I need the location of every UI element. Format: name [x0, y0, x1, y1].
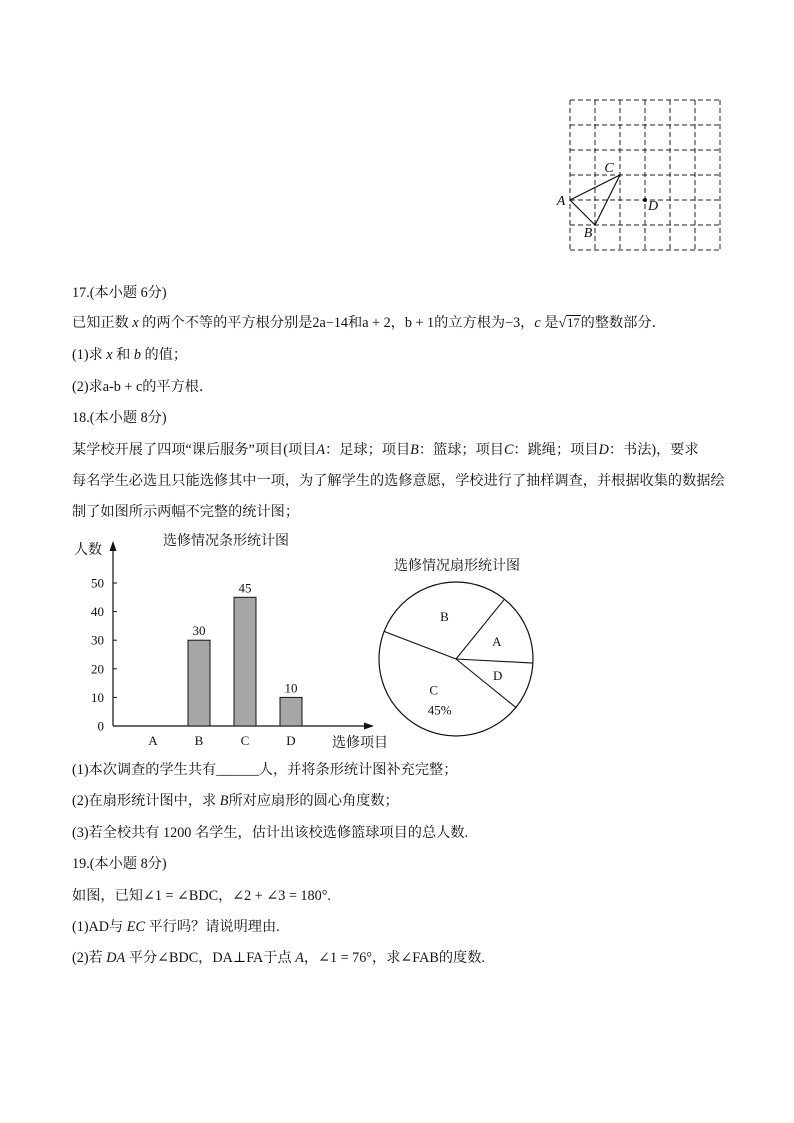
grid-figure [550, 95, 730, 255]
text-run: (1)本次调查的学生共有 [72, 762, 217, 778]
pie-chart [370, 550, 540, 742]
radical-sign: √ [558, 316, 567, 331]
text-run: 某学校开展了四项“课后服务”项目(项目 [72, 442, 317, 458]
pie-label-D: D [492, 668, 503, 684]
math-variable: DA [106, 950, 126, 966]
q17-part1 [72, 345, 187, 365]
math-variable: A [316, 442, 325, 458]
bar-B [188, 640, 210, 726]
text-run: 的值； [140, 347, 188, 363]
text-run: 已知正数 [72, 315, 133, 331]
label-b: B [583, 226, 593, 241]
category-label-B: B [194, 733, 204, 748]
text-run: 和 [112, 347, 134, 363]
y-tick-label: 20 [91, 661, 104, 677]
q18-part1 [72, 760, 457, 780]
q18-header: 18.(本小题 8分) [72, 410, 167, 426]
sqrt-expression [558, 315, 580, 331]
pie-label-B: B [440, 608, 449, 624]
q19-header: 19.(本小题 8分) [72, 856, 167, 872]
y-axis-arrow [110, 541, 117, 551]
pie-percent-C: 45% [427, 702, 452, 718]
text-run: 平分∠BDC，DA⊥FA于点 [125, 950, 296, 966]
math-variable: EC [126, 919, 145, 935]
text-run: (1)AD与 [72, 919, 127, 935]
text-run: ：足球；项目 [325, 442, 411, 458]
q17-header: 17.(本小题 6分) [72, 285, 167, 301]
text-run: (1)求 [72, 347, 107, 363]
text-run: 的两个不等的平方根分别是2a−14和a + 2，b + 1的立方根为−3， [138, 315, 535, 331]
text-run: ：书法)，要求 [608, 442, 699, 458]
bar-chart-title: 选修情况条形统计图 [163, 534, 289, 549]
q19-part1 [72, 917, 280, 937]
q18-part2 [72, 791, 399, 811]
point-d [643, 198, 647, 202]
q18-stem-line2: 每名学生必选且只能选修其中一项，为了解学生的选修意愿，学校进行了抽样调查，并根据收集的数据绘 [72, 473, 725, 489]
math-variable: c [534, 315, 541, 331]
bar-value-label-D: 10 [284, 680, 298, 696]
y-tick-label: 10 [91, 689, 104, 705]
bar-marks [91, 576, 302, 749]
y-tick-label: 30 [91, 632, 104, 648]
math-variable: B [219, 793, 229, 809]
answer-blank: ______ [216, 762, 259, 778]
q18-stem-line1 [72, 440, 699, 460]
q17-part2: (2)求a-b + c的平方根． [72, 379, 214, 395]
q18-stem-line3: 制了如图所示两幅不完整的统计图； [72, 504, 300, 520]
bar-value-label-C: 45 [238, 580, 252, 596]
text-run: 所对应扇形的圆心角度数； [228, 793, 399, 809]
q19-stem: 如图，已知∠1 = ∠BDC，∠2 + ∠3 = 180°. [72, 888, 331, 904]
category-label-A: A [148, 733, 158, 748]
grid-lines [570, 100, 720, 250]
bar-C [234, 597, 256, 726]
y-tick-label: 50 [91, 575, 104, 591]
math-variable: C [503, 442, 514, 458]
label-a: A [556, 194, 566, 209]
math-variable: D [598, 442, 609, 458]
y-tick-label: 0 [97, 718, 104, 734]
text-run: (2)在扇形统计图中，求 [72, 793, 220, 809]
label-d: D [647, 199, 659, 214]
y-tick-label: 40 [91, 604, 104, 620]
q19-part2 [72, 948, 485, 968]
bar-D [280, 697, 302, 726]
text-run: 是 [540, 315, 559, 331]
pie-chart-title: 选修情况扇形统计图 [394, 559, 520, 574]
bar-value-label-B: 30 [192, 623, 206, 639]
math-variable: A [295, 950, 304, 966]
bar-chart-xlabel: 选修项目 [332, 736, 388, 751]
math-variable: b [133, 347, 141, 363]
q18-part3: (3)若全校共有 1200 名学生，估计出该校选修篮球项目的总人数. [72, 825, 469, 841]
radicand: 17 [567, 316, 580, 330]
text-run: ，∠1 = 76°，求∠FAB的度数. [303, 950, 485, 966]
math-variable: x [106, 347, 113, 363]
pie-label-C: C [429, 682, 439, 698]
text-run: ：跳绳；项目 [513, 442, 599, 458]
text-run: 人，并将条形统计图补充完整； [258, 762, 458, 778]
text-run: 的整数部分． [580, 315, 666, 331]
category-label-C: C [240, 733, 250, 748]
bar-chart [60, 528, 400, 753]
text-run: (2)若 [72, 950, 107, 966]
math-variable: x [132, 315, 139, 331]
bar-chart-ylabel: 人数 [74, 543, 102, 558]
q17-stem [72, 313, 666, 333]
math-variable: B [410, 442, 419, 458]
text-run: 平行吗？请说明理由. [144, 919, 280, 935]
pie-label-A: A [492, 633, 502, 649]
category-label-D: D [286, 733, 296, 748]
label-c: C [604, 161, 614, 176]
text-run: ：篮球；项目 [418, 442, 504, 458]
